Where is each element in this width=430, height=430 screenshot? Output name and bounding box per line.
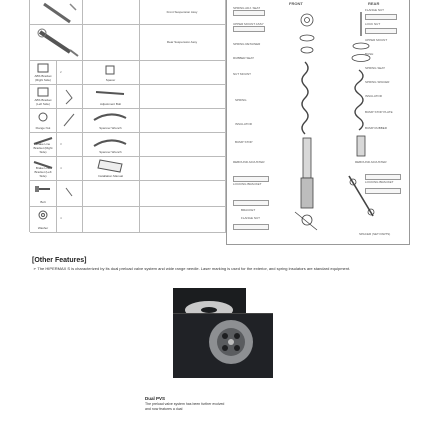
fork-assembly-icon (30, 0, 82, 24)
spacer-icon (82, 60, 139, 80)
exploded-diagram: FRONT REAR SPRING ADJ. SEAT UPPER MOUNT ASSY SPRING RETAINER RUBBER SEAT NUT MOUNT SPRING INSULATOR BUMP STOP REBOUND ADJUSTER LOCKING BRACKET BRACKET FLANGE NUT FLANGE NUT LOCK NUT UPPER MOUNT BUSH SPRING SEAT SPRING SPACER INSULATOR BUMP STOP PLATE BUMP RUBBER REBOUND ADJUSTER LOCKING BRACKET SPACER (SET PARTS) (226, 0, 410, 245)
pvs-title: Dual PVS (145, 396, 166, 401)
callout (233, 200, 269, 206)
manual-icon (82, 156, 139, 176)
part-name: Rear Suspension Assy (166, 40, 198, 44)
front-fork-diagram (277, 6, 337, 242)
parts-table (29, 0, 226, 232)
part-name: Front Suspension Assy (166, 10, 198, 14)
piston-valve-photo (173, 313, 273, 378)
section-title: [Other Features] (32, 257, 87, 264)
callout (233, 224, 269, 230)
table-row: Bolt (30, 180, 226, 207)
table-row: Brake Line Bracket (Right Side) 3 Spanner Wrench (30, 132, 226, 157)
feature-description: ➢ The HIPERMAX S is characterized by its dual preload valve system and wide range needle. Laser marking is used for the exterior, and spring insulators are standard equipment. (33, 266, 351, 271)
callout (365, 14, 397, 20)
clip-icon (56, 84, 82, 108)
table-row: Washer 4 (30, 206, 226, 233)
table-row (30, 0, 226, 25)
washer-icon (30, 206, 56, 224)
piston-photo-icon (173, 314, 273, 378)
pvs-description: The preload valve system has been further evolved and now features a dual (145, 402, 225, 411)
adjustment-bolt-icon (82, 84, 139, 104)
table-row: ABS Bracket (Right Side) 2 Spacer (30, 60, 226, 85)
callout (233, 10, 265, 16)
table-row: ABS Bracket (Left Side) Adjustment Bolt (30, 84, 226, 109)
shock-absorber-icon (30, 24, 82, 60)
bolt-icon (30, 180, 56, 198)
rear-label: REAR (368, 1, 380, 6)
front-label: FRONT (289, 1, 303, 6)
washer-small-icon (56, 108, 82, 132)
callout (365, 188, 401, 194)
spanner-wrench-icon (82, 132, 139, 152)
flange-nut-icon (30, 108, 56, 126)
table-row: Flange Nut Spanner Wrench (30, 108, 226, 133)
callout (365, 28, 397, 34)
table-row (30, 24, 226, 61)
table-row: Brake Line Bracket (Left Side) 4 Installation Manual (30, 156, 226, 181)
spanner-wrench-icon (82, 108, 139, 128)
callout (233, 26, 265, 32)
clip-icon (56, 180, 82, 206)
